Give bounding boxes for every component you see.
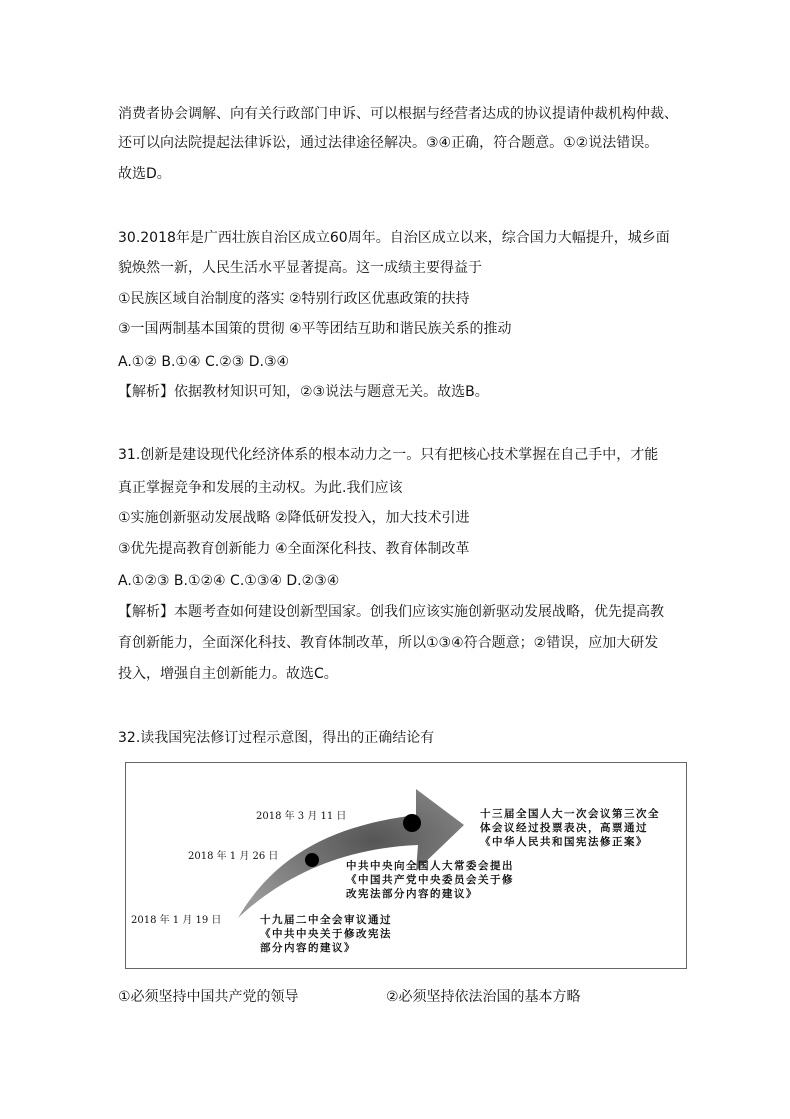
text-line: 投入，增强自主创新能力。故选C。 <box>118 666 338 682</box>
analysis: 【解析】依据教材知识可知，②③说法与题意无关。故选B。 <box>118 384 489 400</box>
event-text <box>346 859 514 901</box>
event-line: 十三届全国人大一次会议第三次全 <box>480 808 660 820</box>
event-line: 体会议经过投票表决，高票通过 <box>480 822 648 834</box>
event-line: 部分内容的建议》 <box>260 942 356 954</box>
question-30-stem: 30.2018年是广西壮族自治区成立60周年。自治区成立以来，综合国力大幅提升，城乡面 <box>118 230 670 246</box>
text-line: 消费者协会调解、向有关行政部门申诉、可以根据与经营者达成的协议提请仲裁机构仲裁、 <box>118 106 678 122</box>
choice-1: ①必须坚持中国共产党的领导 <box>118 989 299 1005</box>
event-line: 十九届二中全会审议通过 <box>260 914 392 926</box>
text-line: 貌焕然一新，人民生活水平显著提高。这一成绩主要得益于 <box>118 260 482 276</box>
choice-2: ②必须坚持依法治国的基本方略 <box>386 989 581 1005</box>
analysis: 【解析】本题考查如何建设创新型国家。创我们应该实施创新驱动发展战略，优先提高教 <box>118 604 664 620</box>
answer-options: A.①② B.①④ C.②③ D.③④ <box>118 354 290 370</box>
answer-options: A.①②③ B.①②④ C.①③④ D.②③④ <box>118 573 340 589</box>
date-label: 2018 年 1 月 26 日 <box>188 851 279 862</box>
text-line: 育创新能力，全面深化科技、教育体制改革，所以①③④符合题意；②错误，应加大研发 <box>118 635 659 651</box>
timeline-dot <box>305 853 319 867</box>
text-line: 真正掌握竞争和发展的主动权。为此.我们应该 <box>118 480 403 496</box>
constitution-revision-diagram <box>125 762 687 969</box>
date-label: 2018 年 1 月 19 日 <box>131 915 222 926</box>
event-line: 《中共中央关于修改宪法 <box>260 928 392 940</box>
event-line: 改宪法部分内容的建议》 <box>346 888 478 900</box>
event-text <box>260 913 392 955</box>
text-line: 还可以向法院提起法律诉讼，通过法律途径解决。③④正确，符合题意。①②说法错误。 <box>118 135 659 151</box>
event-line: 《中国共产党中央委员会关于修 <box>346 874 514 886</box>
date-label: 2018 年 3 月 11 日 <box>256 811 347 822</box>
choice-line: ③一国两制基本国策的贯彻 ④平等团结互助和谐民族关系的推动 <box>118 321 512 337</box>
choice-line: ①实施创新驱动发展战略 ②降低研发投入，加大技术引进 <box>118 510 470 526</box>
event-line: 中共中央向全国人大常委会提出 <box>346 860 514 872</box>
text-line: 故选D。 <box>118 166 171 182</box>
question-31-stem: 31.创新是建设现代化经济体系的根本动力之一。只有把核心技术掌握在自己手中，才能 <box>118 447 659 463</box>
choice-line: ①民族区域自治制度的落实 ②特别行政区优惠政策的扶持 <box>118 291 470 307</box>
timeline-dot <box>403 814 421 832</box>
event-line: 《中华人民共和国宪法修正案》 <box>480 836 648 848</box>
event-text <box>480 807 660 849</box>
choice-line: ③优先提高教育创新能力 ④全面深化科技、教育体制改革 <box>118 541 470 557</box>
question-32-stem: 32.读我国宪法修订过程示意图，得出的正确结论有 <box>118 730 435 746</box>
